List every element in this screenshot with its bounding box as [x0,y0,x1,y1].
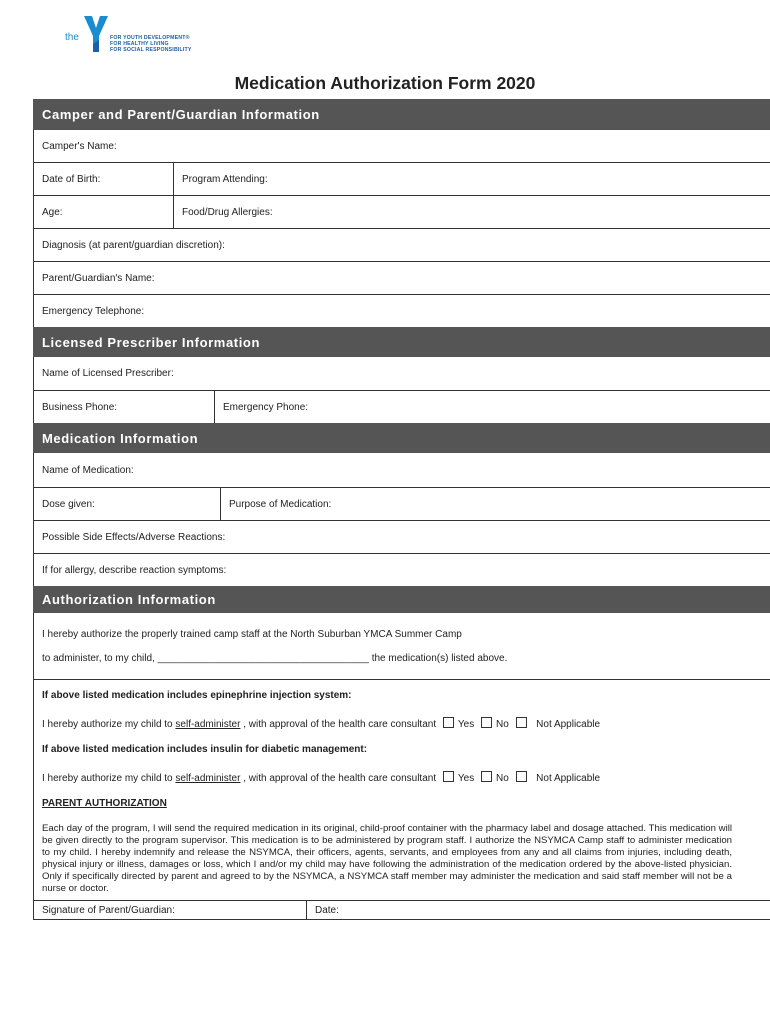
self-admin-suffix: , with approval of the health care consultant [240,773,437,784]
dob-field[interactable]: Date of Birth: [42,173,101,185]
row-diagnosis [34,228,770,261]
row-phones [34,390,770,423]
section-header-camper: Camper and Parent/Guardian Information [33,99,770,130]
authorization-line-2: to administer, to my child, ______________________________________ the medication(s) listed above. [42,653,508,664]
purpose-field[interactable]: Purpose of Medication: [220,488,770,520]
row-parent-name [34,261,770,294]
no-label: No [496,773,509,784]
allergies-field[interactable]: Food/Drug Allergies: [173,196,770,228]
medication-form [33,99,770,920]
business-phone-field[interactable]: Business Phone: [42,401,118,413]
self-administer-text: self-administer [175,773,241,784]
row-special-authorization [34,679,770,900]
epinephrine-na-checkbox[interactable] [516,717,527,728]
row-age-allergies [34,195,770,228]
diagnosis-field[interactable]: Diagnosis (at parent/guardian discretion): [42,239,225,251]
insulin-heading: If above listed medication includes insulin for diabetic management: [42,744,368,755]
date-field[interactable]: Date: [306,901,770,920]
tagline-line-1: FOR YOUTH DEVELOPMENT® [110,35,190,41]
logo-tagline [110,35,192,53]
self-administer-text: self-administer [175,719,241,730]
insulin-self-admin-line [42,771,600,784]
row-medication-name [34,453,770,487]
prescriber-name-field[interactable]: Name of Licensed Prescriber: [42,368,174,379]
self-admin-suffix: , with approval of the health care consultant [240,719,437,730]
ymca-logo [62,14,192,56]
no-label: No [496,719,509,730]
row-emergency-telephone [34,294,770,327]
epinephrine-yes-checkbox[interactable] [443,717,454,728]
side-effects-field[interactable]: Possible Side Effects/Adverse Reactions: [42,531,226,543]
section-header-authorization: Authorization Information [33,586,770,613]
row-side-effects [34,520,770,553]
tagline-line-3: FOR SOCIAL RESPONSIBILITY [110,47,192,53]
epinephrine-heading: If above listed medication includes epinephrine injection system: [42,690,352,701]
parent-authorization-heading: PARENT AUTHORIZATION [42,798,167,809]
self-admin-prefix: I hereby authorize my child to [42,773,176,784]
row-dose-purpose [34,487,770,520]
prescriber-emergency-phone-field[interactable]: Emergency Phone: [214,391,770,423]
emergency-telephone-field[interactable]: Emergency Telephone: [42,305,145,317]
age-field[interactable]: Age: [42,206,63,218]
parent-name-field[interactable]: Parent/Guardian's Name: [42,272,155,284]
epinephrine-self-admin-line [42,717,600,730]
insulin-yes-checkbox[interactable] [443,771,454,782]
ymca-y-icon [82,14,110,54]
row-signature [34,900,770,920]
authorization-line-1: I hereby authorize the properly trained camp staff at the North Suburban YMCA Summer Camp [42,629,462,640]
row-allergy-symptoms [34,553,770,586]
row-authorization-statement [34,613,770,679]
program-field[interactable]: Program Attending: [173,163,770,195]
section-header-prescriber: Licensed Prescriber Information [33,327,770,357]
not-applicable-label: Not Applicable [536,773,601,784]
parent-authorization-text: Each day of the program, I will send the required medication in its original, child-proof container with the pharmacy label and dosage attached. This medication will be given directly to the program supervisor. This medication is to be administered by program staff. I authorize the NSYMCA Camp staff to administer medication to my child. I hereby indemnify and release the NSYMCA, their officers, agents, servants, and employees from any and all claims from injuries, including death, physical injury or illness, damages or loss, which I and/or my child may have following the administration of the medication ordered by the above-listed physician. Only if specifically directed by parent and agreed to by the NSYMCA, a NSYMCA staff member may administer the medication and said staff member will not be a nurse or doctor. [42,823,732,894]
self-admin-prefix: I hereby authorize my child to [42,719,176,730]
signature-field[interactable]: Signature of Parent/Guardian: [42,905,175,916]
insulin-na-checkbox[interactable] [516,771,527,782]
insulin-no-checkbox[interactable] [481,771,492,782]
row-camper-name [34,130,770,162]
row-dob-program [34,162,770,195]
logo-the-text: the [65,32,79,43]
dose-field[interactable]: Dose given: [42,498,95,510]
row-prescriber-name [34,357,770,390]
allergy-symptoms-field[interactable]: If for allergy, describe reaction symptoms: [42,564,227,576]
yes-label: Yes [457,719,475,730]
tagline-line-2: FOR HEALTHY LIVING [110,41,169,47]
page-title: Medication Authorization Form 2020 [234,73,536,93]
section-header-medication: Medication Information [33,423,770,453]
epinephrine-no-checkbox[interactable] [481,717,492,728]
medication-name-field[interactable]: Name of Medication: [42,464,134,476]
yes-label: Yes [457,773,475,784]
not-applicable-label: Not Applicable [536,719,601,730]
camper-name-field[interactable]: Camper's Name: [42,140,117,152]
